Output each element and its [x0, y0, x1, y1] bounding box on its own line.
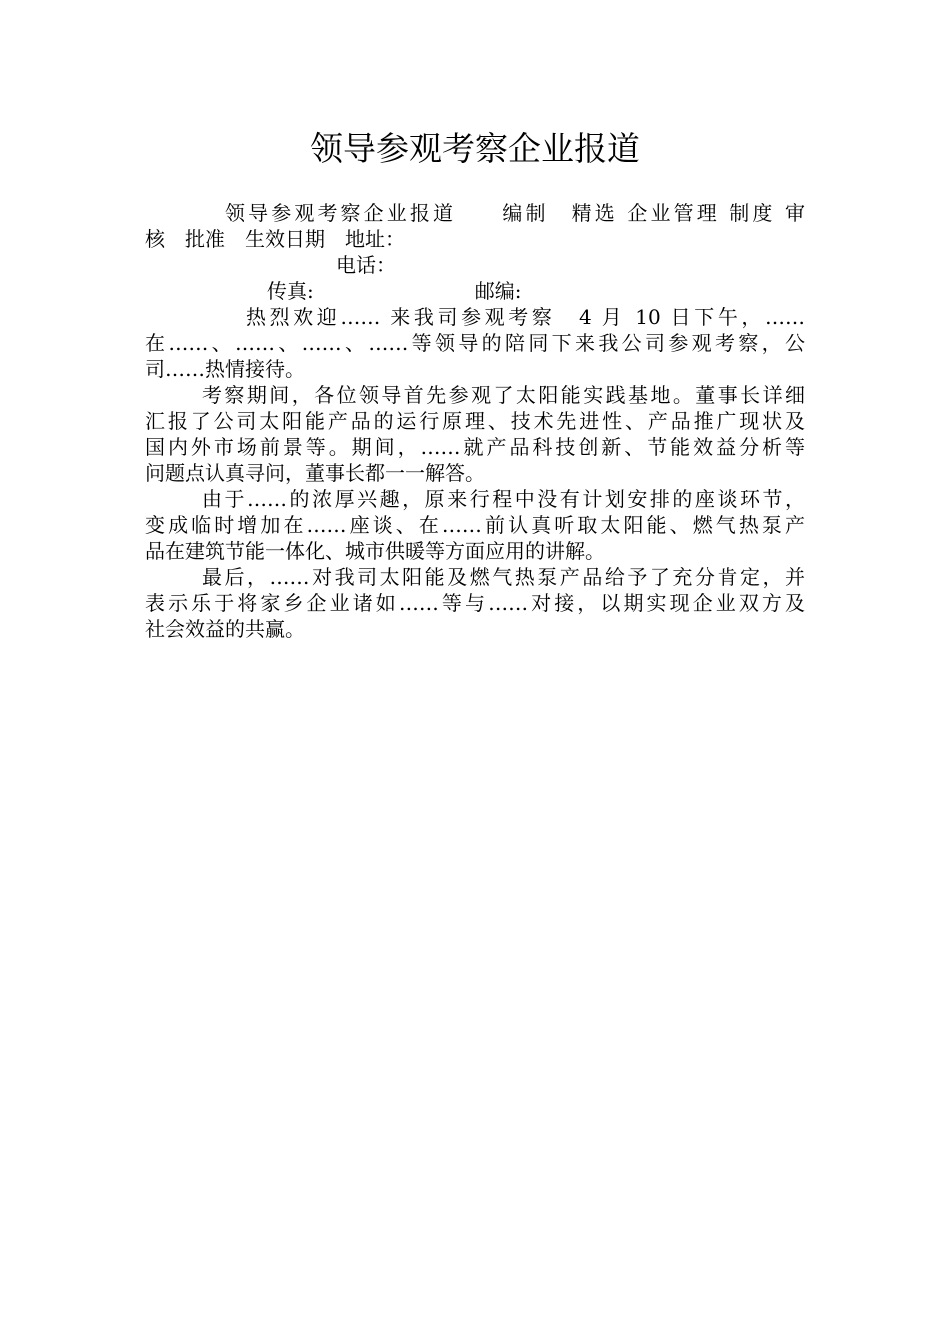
document-body [145, 200, 805, 642]
paragraph [145, 382, 805, 486]
paragraph-line: 最后，……对我司太阳能及燃气热泵产品给予了充分肯定，并 [202, 565, 805, 589]
phone-label: 电话： [336, 253, 396, 277]
paragraph-line: 司……热情接待。 [145, 357, 305, 381]
meta-line: 领导参观考察企业报道 编制 精选 企业管理 制度 审 [225, 201, 805, 225]
paragraph [145, 564, 805, 642]
paragraph-line: 表示乐于将家乡企业诸如……等与……对接，以期实现企业双方及 [145, 591, 805, 615]
paragraph-line: 考察期间，各位领导首先参观了太阳能实践基地。董事长详细 [202, 383, 805, 407]
paragraph-line: 问题点认真寻问，董事长都一一解答。 [145, 461, 485, 485]
postcode-label: 邮编: [474, 279, 522, 303]
paragraph-line: 变成临时增加在……座谈、在……前认真听取太阳能、燃气热泵产 [145, 513, 805, 537]
meta-line: 核 批准 生效日期 地址： [145, 227, 405, 251]
paragraph-line: 社会效益的共赢。 [145, 617, 305, 641]
fax-postcode-line [145, 278, 805, 304]
paragraph-line: 在……、……、……、……等领导的陪同下来我公司参观考察，公 [145, 331, 805, 355]
paragraph-line: 品在建筑节能一体化、城市供暖等方面应用的讲解。 [145, 539, 605, 563]
paragraph-line: 汇报了公司太阳能产品的运行原理、技术先进性、产品推广现状及 [145, 409, 805, 433]
document-title: 领导参观考察企业报道 [310, 129, 640, 168]
paragraph [145, 486, 805, 564]
paragraph-line: 由于……的浓厚兴趣，原来行程中没有计划安排的座谈环节， [202, 487, 805, 511]
fax-label: 传真: [267, 279, 314, 303]
paragraph [145, 304, 805, 382]
paragraph-line: 国内外市场前景等。期间，……就产品科技创新、节能效益分析等 [145, 435, 805, 459]
paragraph-line: 热烈欢迎…… 来我司参观考察 4 月 10 日下午，…… [246, 305, 805, 329]
